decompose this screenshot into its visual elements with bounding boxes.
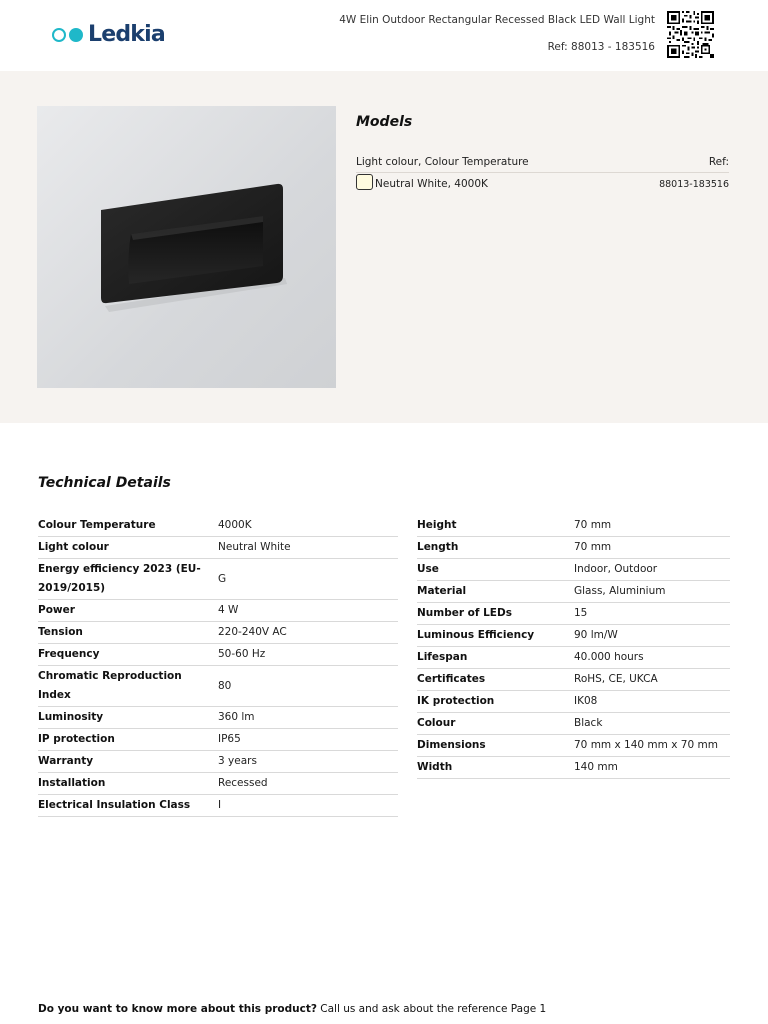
spec-value: 50-60 Hz (218, 648, 266, 660)
spec-label: Chromatic Reproduction Index (38, 670, 182, 701)
models-column-label: Light colour, Colour Temperature (356, 156, 529, 168)
spec-value: 80 (218, 679, 232, 692)
spec-row (38, 751, 398, 773)
spec-row (38, 795, 398, 817)
spec-row (38, 707, 398, 729)
spec-row (417, 691, 730, 713)
logo-ring-icon (52, 28, 66, 42)
spec-value: I (218, 799, 222, 811)
spec-value: 220-240V AC (218, 626, 287, 638)
spec-row (38, 729, 398, 751)
spec-row (38, 773, 398, 795)
models-table-header (356, 156, 729, 173)
spec-label: Power (38, 604, 75, 616)
colour-swatch-icon (356, 174, 373, 190)
spec-value: Indoor, Outdoor (574, 563, 658, 575)
spec-label: Length (417, 541, 459, 553)
spec-label: Energy efficiency 2023 (EU-2019/2015) (38, 563, 201, 594)
spec-row (417, 713, 730, 735)
spec-label: Dimensions (417, 739, 486, 751)
spec-label: Luminous Efficiency (417, 629, 535, 641)
footer-question: Do you want to know more about this product? (38, 1003, 317, 1015)
spec-label: Colour (417, 717, 456, 729)
spec-value: 70 mm (574, 541, 612, 553)
spec-row (417, 625, 730, 647)
spec-label: IP protection (38, 733, 115, 745)
product-hero (0, 71, 768, 423)
spec-value: Black (574, 717, 603, 729)
spec-row (417, 735, 730, 757)
product-reference: Ref: 88013 - 183516 (547, 41, 655, 53)
spec-value: 40.000 hours (574, 651, 644, 663)
wall-light-illustration (37, 106, 336, 388)
spec-value: 70 mm (574, 519, 612, 531)
spec-value: 15 (574, 607, 588, 619)
spec-row (38, 644, 398, 666)
spec-row (417, 669, 730, 691)
spec-label: Colour Temperature (38, 519, 156, 531)
spec-row (38, 600, 398, 622)
spec-row (38, 559, 398, 600)
spec-value: 360 lm (218, 711, 255, 723)
spec-row (38, 666, 398, 707)
spec-value: 140 mm (574, 761, 618, 773)
spec-table-left (38, 515, 398, 817)
spec-value: 4000K (218, 519, 252, 531)
spec-label: Warranty (38, 755, 94, 767)
spec-value: IK08 (574, 695, 598, 707)
models-column-ref: Ref: (708, 156, 729, 168)
spec-row (417, 515, 730, 537)
spec-value: Neutral White (218, 541, 291, 553)
product-title: 4W Elin Outdoor Rectangular Recessed Black LED Wall Light (339, 14, 655, 26)
spec-label: Width (417, 761, 453, 773)
spec-label: Light colour (38, 541, 109, 553)
spec-value: G (218, 572, 227, 585)
spec-label: Electrical Insulation Class (38, 799, 191, 811)
model-name: Neutral White, 4000K (375, 178, 488, 190)
spec-value: Glass, Aluminium (574, 585, 666, 597)
spec-label: Use (417, 563, 439, 575)
spec-value: 3 years (218, 755, 257, 767)
spec-row (417, 757, 730, 779)
spec-label: Luminosity (38, 711, 104, 723)
logo-dot-icon (69, 28, 83, 42)
spec-label: Lifespan (417, 651, 468, 663)
spec-label: Installation (38, 777, 106, 789)
brand-name: Ledkia (88, 22, 165, 47)
spec-label: Frequency (38, 648, 100, 660)
spec-value: 4 W (218, 604, 239, 616)
spec-label: IK protection (417, 695, 495, 707)
spec-row (38, 622, 398, 644)
brand-logo[interactable] (52, 22, 165, 47)
spec-row (38, 537, 398, 559)
technical-details-heading: Technical Details (38, 475, 171, 491)
model-row[interactable] (356, 174, 729, 196)
spec-table-right (417, 515, 730, 779)
spec-label: Height (417, 519, 457, 531)
spec-row (417, 647, 730, 669)
spec-value: 90 lm/W (574, 629, 618, 641)
footer-text: Call us and ask about the reference Page 1 (320, 1003, 547, 1015)
spec-row (38, 515, 398, 537)
spec-row (417, 603, 730, 625)
spec-row (417, 581, 730, 603)
spec-label: Number of LEDs (417, 607, 512, 619)
page-footer (38, 1003, 546, 1015)
spec-label: Material (417, 585, 467, 597)
model-ref: 88013-183516 (659, 179, 729, 190)
spec-row (417, 559, 730, 581)
spec-label: Tension (38, 626, 83, 638)
spec-value: 70 mm x 140 mm x 70 mm (574, 739, 718, 751)
page-header (0, 0, 768, 71)
models-heading: Models (356, 114, 413, 130)
product-image[interactable] (37, 106, 336, 388)
spec-value: Recessed (218, 777, 268, 789)
qr-code-icon[interactable] (666, 11, 715, 58)
spec-row (417, 537, 730, 559)
spec-value: RoHS, CE, UKCA (574, 673, 658, 685)
spec-label: Certificates (417, 673, 486, 685)
spec-value: IP65 (218, 733, 241, 745)
